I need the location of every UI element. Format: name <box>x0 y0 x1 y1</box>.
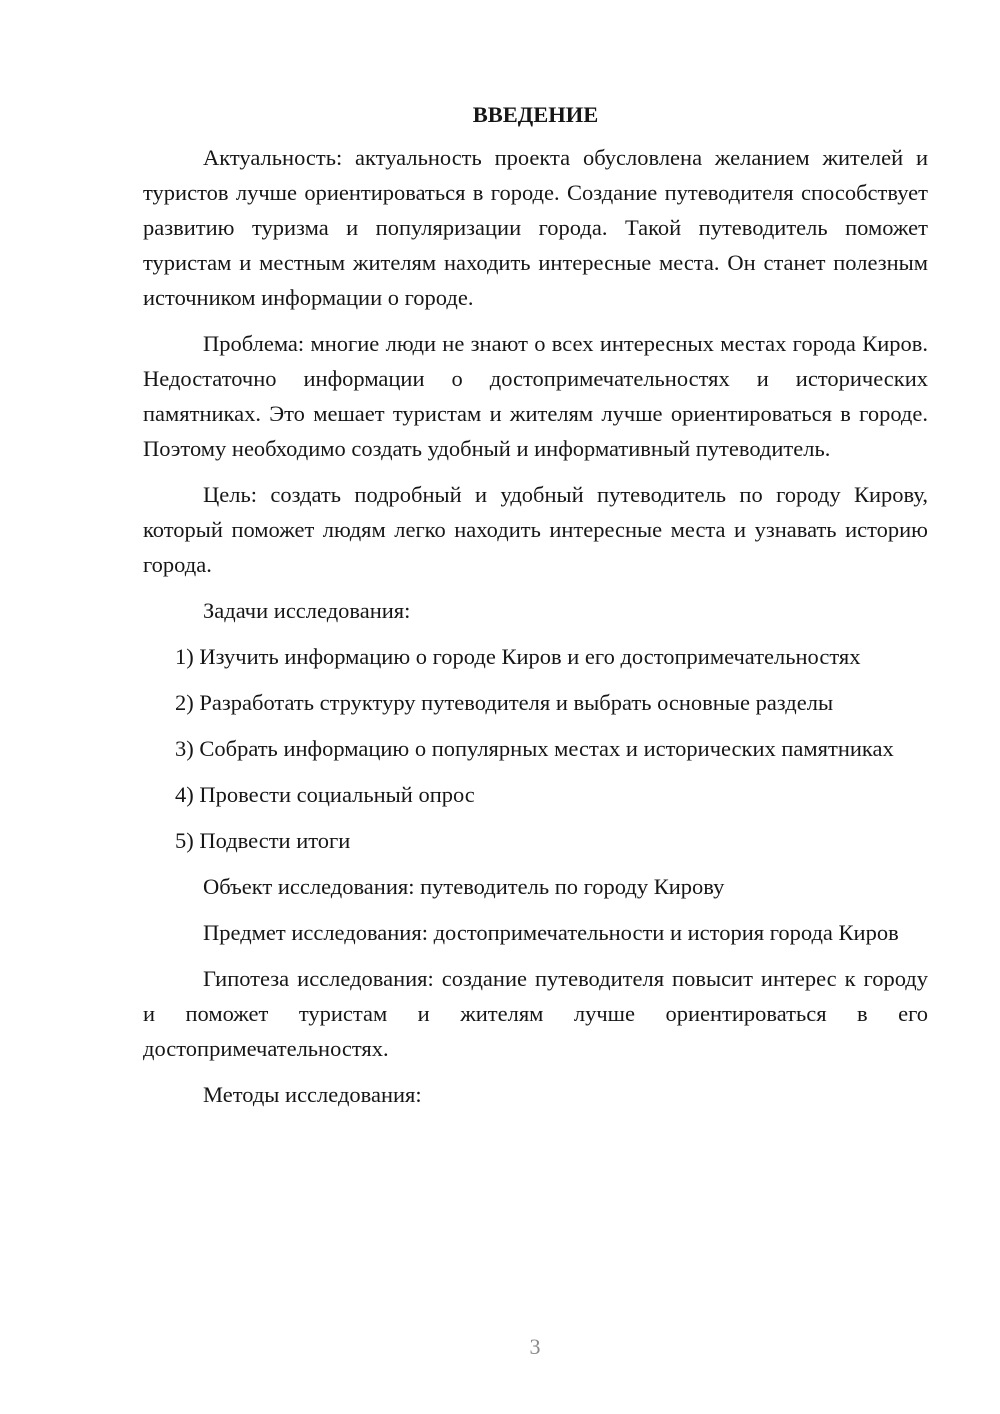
tasks-title: Задачи исследования: <box>203 598 411 623</box>
page-number: 3 <box>529 1334 541 1359</box>
paragraph-relevance: Актуальность: актуальность проекта обусловлена желанием жителей и туристов лучше ориентироваться в городе. Создание путеводителя способствует развитию туризма и популяризации города. Такой путеводитель поможет туристам и местным жителям находить интересные места. Он станет полезным источником информации о городе. <box>143 145 928 310</box>
paragraph-problem: Проблема: многие люди не знают о всех интересных местах города Киров. Недостаточно информации о достопримечательностях и исторических памятниках. Это мешает туристам и жителям лучше ориентироваться в городе. Поэтому необходимо создать удобный и информативный путеводитель. <box>143 331 928 461</box>
task-item-5: 5) Подвести итоги <box>175 828 351 853</box>
paragraph-methods: Методы исследования: <box>203 1082 422 1107</box>
task-item-4: 4) Провести социальный опрос <box>175 782 475 807</box>
paragraph-object: Объект исследования: путеводитель по городу Кирову <box>203 874 725 899</box>
page-content <box>143 97 928 1123</box>
task-item-1: 1) Изучить информацию о городе Киров и его достопримечательностях <box>175 644 861 669</box>
paragraph-subject: Предмет исследования: достопримечательности и история города Киров <box>203 920 899 945</box>
paragraph-hypothesis: Гипотеза исследования: создание путеводителя повысит интерес к городу и поможет туристам и жителям лучше ориентироваться в его достопримечательностях. <box>143 966 928 1061</box>
paragraph-goal: Цель: создать подробный и удобный путеводитель по городу Кирову, который поможет людям легко находить интересные места и узнавать историю города. <box>143 482 928 577</box>
task-item-2: 2) Разработать структуру путеводителя и выбрать основные разделы <box>175 690 834 715</box>
page-heading: ВВЕДЕНИЕ <box>472 102 599 127</box>
task-item-3: 3) Собрать информацию о популярных местах и исторических памятниках <box>175 736 894 761</box>
